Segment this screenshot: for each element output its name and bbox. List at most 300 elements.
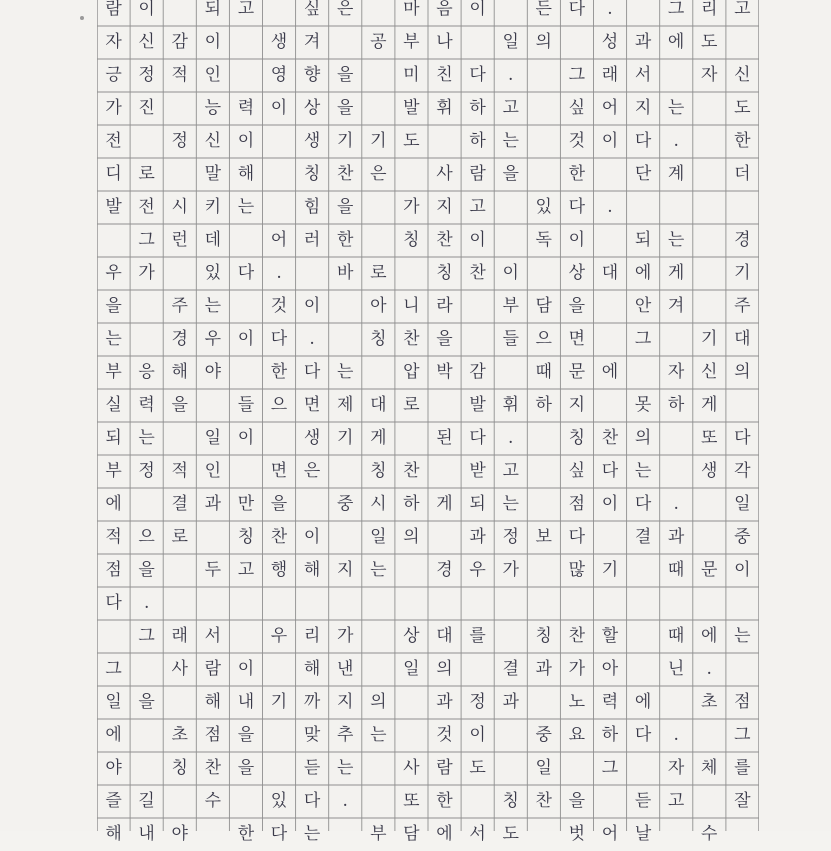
grid-cell: 서 (469, 824, 486, 844)
grid-cell (494, 587, 527, 620)
grid-cell: 고 (469, 197, 486, 217)
grid-cell: 한 (568, 164, 586, 184)
grid-cell (329, 323, 362, 356)
grid-cell (229, 455, 262, 488)
grid-cell: 으 (535, 329, 552, 349)
grid-cell: 각 (734, 461, 751, 481)
grid-cell: 람 (105, 0, 122, 19)
grid-cell (362, 92, 395, 125)
grid-cell: 아 (370, 296, 387, 316)
grid-cell (693, 521, 726, 554)
grid-cell: 하 (667, 395, 685, 415)
grid-cell: 을 (237, 758, 255, 778)
grid-cell: 해 (204, 692, 222, 712)
grid-cell: 음 (436, 0, 453, 19)
grid-cell: 날 (634, 824, 652, 844)
grid-cell: 으 (270, 395, 288, 415)
grid-cell: 대 (734, 329, 751, 349)
grid-cell (627, 620, 660, 653)
grid-cell: 을 (171, 395, 188, 415)
grid-cell: 가 (403, 197, 420, 217)
grid-cell: 사 (436, 164, 453, 184)
grid-cell: 을 (568, 296, 586, 316)
grid-cell: 키 (204, 197, 222, 217)
grid-cell: 맞 (303, 725, 321, 745)
grid-cell: 대 (436, 626, 453, 646)
grid-cell: 성 (601, 32, 619, 52)
manuscript-text (97, 0, 759, 844)
grid-cell: 그 (568, 65, 586, 85)
manuscript-row (97, 653, 759, 686)
grid-cell: 전 (138, 197, 155, 217)
grid-cell: 로 (138, 164, 155, 184)
grid-cell (329, 26, 362, 59)
grid-cell: 다 (237, 263, 255, 283)
grid-cell: 도 (502, 824, 519, 844)
grid-cell (527, 488, 560, 521)
grid-cell: 그 (105, 659, 122, 679)
grid-cell (593, 224, 626, 257)
grid-cell: 주 (171, 296, 188, 316)
grid-cell: 경 (171, 329, 188, 349)
grid-cell: 내 (138, 824, 155, 844)
grid-cell: 것 (436, 725, 453, 745)
grid-cell: 찬 (568, 626, 586, 646)
grid-cell: 일 (734, 494, 751, 514)
grid-cell: 하 (535, 395, 552, 415)
grid-cell: 우 (469, 560, 486, 580)
grid-cell: 가 (138, 263, 155, 283)
grid-cell (660, 686, 693, 719)
grid-cell: 실 (105, 395, 122, 415)
grid-cell: 는 (667, 230, 685, 250)
grid-cell: 게 (667, 263, 685, 283)
grid-cell (329, 290, 362, 323)
grid-cell (362, 752, 395, 785)
manuscript-row (97, 92, 759, 125)
grid-cell: 생 (270, 32, 288, 52)
grid-cell: 에 (436, 824, 453, 844)
grid-cell: 영 (270, 65, 288, 85)
grid-cell: 기 (270, 692, 288, 712)
grid-cell (593, 521, 626, 554)
grid-cell (229, 224, 262, 257)
grid-cell (196, 818, 229, 851)
grid-cell: 찬 (403, 329, 420, 349)
grid-cell: 중 (535, 725, 552, 745)
grid-cell: 정 (138, 65, 155, 85)
grid-cell (130, 323, 163, 356)
grid-cell: 는 (370, 725, 387, 745)
grid-cell: 지 (634, 98, 652, 118)
grid-cell: 칭 (502, 791, 519, 811)
grid-cell: 칭 (171, 758, 188, 778)
grid-cell (362, 653, 395, 686)
grid-cell: 시 (370, 494, 387, 514)
grid-cell: 중 (734, 527, 751, 547)
grid-cell: 는 (105, 329, 122, 349)
grid-cell: 나 (436, 32, 453, 52)
grid-cell (461, 323, 494, 356)
grid-cell (693, 224, 726, 257)
grid-cell: 때 (667, 560, 685, 580)
grid-cell: 두 (204, 560, 222, 580)
grid-cell: 초 (171, 725, 188, 745)
grid-cell (428, 587, 461, 620)
grid-cell: 인 (204, 461, 222, 481)
grid-cell: 그 (138, 626, 155, 646)
grid-cell (627, 356, 660, 389)
grid-cell: 는 (303, 824, 321, 844)
grid-cell: 다 (303, 791, 321, 811)
grid-cell: 발 (403, 98, 420, 118)
grid-cell: 하 (469, 98, 486, 118)
grid-cell (395, 686, 428, 719)
grid-cell: 이 (601, 131, 619, 151)
grid-cell (262, 125, 295, 158)
manuscript-row (97, 26, 759, 59)
grid-cell (593, 587, 626, 620)
grid-cell: 을 (105, 296, 122, 316)
grid-cell: 과 (667, 527, 685, 547)
grid-cell: 결 (634, 527, 652, 547)
grid-cell: 에 (105, 725, 122, 745)
grid-cell: 다 (469, 65, 486, 85)
grid-cell: 과 (204, 494, 222, 514)
grid-cell: 게 (370, 428, 387, 448)
grid-cell (627, 752, 660, 785)
grid-cell: 지 (436, 197, 453, 217)
manuscript-row (97, 587, 759, 620)
grid-cell: 생 (701, 461, 718, 481)
grid-cell (196, 389, 229, 422)
grid-cell: 해 (303, 560, 321, 580)
grid-cell (693, 290, 726, 323)
grid-cell: 과 (502, 692, 519, 712)
grid-cell: 전 (105, 131, 122, 151)
grid-cell (296, 587, 329, 620)
grid-cell: 못 (634, 395, 652, 415)
grid-cell (660, 587, 693, 620)
grid-cell: 신 (138, 32, 155, 52)
grid-cell: 하 (403, 494, 420, 514)
grid-cell (726, 191, 759, 224)
grid-cell (262, 653, 295, 686)
grid-cell (428, 521, 461, 554)
grid-cell (593, 290, 626, 323)
grid-cell: 으 (138, 527, 155, 547)
grid-cell (461, 26, 494, 59)
manuscript-row (97, 59, 759, 92)
grid-cell: 응 (138, 362, 155, 382)
grid-cell: 만 (237, 494, 255, 514)
grid-cell: 한 (336, 230, 354, 250)
grid-cell: 해 (237, 164, 255, 184)
grid-cell (428, 455, 461, 488)
grid-cell: 정 (171, 131, 188, 151)
grid-cell (395, 257, 428, 290)
grid-cell: 부 (502, 296, 519, 316)
grid-cell (229, 59, 262, 92)
grid-cell (329, 818, 362, 851)
grid-cell: 찬 (403, 461, 420, 481)
grid-cell: 자 (701, 65, 718, 85)
grid-cell: 우 (204, 329, 222, 349)
grid-cell: 에 (667, 32, 685, 52)
grid-cell: 로 (370, 263, 387, 283)
grid-cell: 길 (138, 791, 155, 811)
grid-cell (593, 323, 626, 356)
grid-cell: 다 (634, 494, 652, 514)
grid-cell: 다 (568, 197, 586, 217)
grid-cell: 과 (535, 659, 552, 679)
grid-cell (130, 290, 163, 323)
grid-cell: 칭 (535, 626, 552, 646)
grid-cell: 니 (403, 296, 420, 316)
grid-cell: 부 (403, 32, 420, 52)
grid-cell (627, 587, 660, 620)
grid-cell: 부 (370, 824, 387, 844)
grid-cell (461, 785, 494, 818)
grid-cell (527, 818, 560, 851)
grid-cell (97, 224, 130, 257)
grid-cell (627, 191, 660, 224)
grid-cell: 이 (237, 131, 255, 151)
grid-cell: 칭 (568, 428, 586, 448)
grid-cell: 를 (469, 626, 486, 646)
grid-cell: 내 (237, 692, 255, 712)
grid-cell: 다 (601, 461, 619, 481)
grid-cell: 긍 (105, 65, 122, 85)
grid-cell: 서 (204, 626, 222, 646)
grid-cell: 도 (734, 98, 751, 118)
grid-cell (461, 290, 494, 323)
grid-cell (494, 224, 527, 257)
grid-cell: 이 (469, 230, 486, 250)
grid-cell: 해 (171, 362, 188, 382)
grid-cell: 계 (667, 164, 685, 184)
grid-cell: 생 (303, 131, 321, 151)
grid-cell: 안 (634, 296, 652, 316)
grid-cell: 의 (370, 692, 387, 712)
grid-cell: 의 (535, 32, 552, 52)
grid-cell: 데 (204, 230, 222, 250)
grid-cell: 상 (303, 98, 321, 118)
grid-cell: 한 (237, 824, 255, 844)
grid-cell: 하 (469, 131, 486, 151)
grid-cell: 더 (734, 164, 751, 184)
grid-cell: 에 (634, 692, 652, 712)
grid-cell: 는 (502, 494, 519, 514)
manuscript-row (97, 422, 759, 455)
grid-cell: 찬 (336, 164, 354, 184)
grid-cell: 잘 (734, 791, 751, 811)
grid-cell: 감 (171, 32, 188, 52)
grid-cell: 과 (469, 527, 486, 547)
grid-cell: 대 (601, 263, 619, 283)
grid-cell (163, 92, 196, 125)
grid-cell: 의 (734, 362, 751, 382)
grid-cell: . (673, 725, 679, 745)
grid-cell: 과 (436, 692, 453, 712)
grid-cell: 는 (237, 197, 255, 217)
grid-cell: 이 (270, 98, 288, 118)
grid-cell (362, 224, 395, 257)
grid-cell: 듣 (303, 758, 321, 778)
grid-cell: 일 (403, 659, 420, 679)
grid-cell: 이 (237, 329, 255, 349)
grid-cell: 도 (403, 131, 420, 151)
grid-cell: 일 (370, 527, 387, 547)
grid-cell: 면 (270, 461, 288, 481)
grid-cell: 한 (734, 131, 751, 151)
grid-cell: 는 (370, 560, 387, 580)
grid-cell (163, 422, 196, 455)
grid-cell: 적 (171, 461, 188, 481)
grid-cell: 해 (105, 824, 122, 844)
grid-cell (229, 587, 262, 620)
grid-cell: 겨 (303, 32, 321, 52)
grid-cell: 아 (601, 659, 619, 679)
grid-cell: 듣 (634, 791, 652, 811)
grid-cell: 때 (667, 626, 685, 646)
grid-cell: 감 (469, 362, 486, 382)
grid-cell: 보 (535, 527, 552, 547)
grid-cell: 있 (204, 263, 222, 283)
grid-cell: 이 (237, 428, 255, 448)
grid-cell: 래 (171, 626, 188, 646)
grid-cell: 많 (568, 560, 586, 580)
grid-cell: 이 (502, 263, 519, 283)
grid-cell: 점 (105, 560, 122, 580)
grid-cell: 고 (667, 791, 685, 811)
grid-cell: 의 (403, 527, 420, 547)
grid-cell: 칭 (436, 263, 453, 283)
grid-cell: 을 (336, 197, 354, 217)
grid-cell (693, 92, 726, 125)
grid-cell: 은 (303, 461, 321, 481)
manuscript-row (97, 455, 759, 488)
manuscript-row (97, 356, 759, 389)
grid-cell: 문 (568, 362, 586, 382)
grid-cell: 다 (568, 0, 586, 19)
manuscript-row (97, 290, 759, 323)
grid-cell: . (507, 428, 514, 448)
grid-cell: 에 (701, 626, 718, 646)
grid-cell: 이 (303, 527, 321, 547)
grid-cell: 점 (204, 725, 222, 745)
grid-cell: 신 (701, 362, 718, 382)
grid-cell (262, 752, 295, 785)
manuscript-row (97, 224, 759, 257)
grid-cell: 마 (403, 0, 420, 19)
grid-cell: 부 (105, 461, 122, 481)
grid-cell: 는 (734, 626, 751, 646)
grid-cell: 그 (734, 725, 751, 745)
grid-cell: 그 (634, 329, 652, 349)
grid-cell: 하 (601, 725, 619, 745)
grid-cell (362, 59, 395, 92)
grid-cell: 일 (502, 32, 519, 52)
grid-cell: . (673, 494, 679, 514)
grid-cell: 는 (634, 461, 652, 481)
grid-cell: 추 (336, 725, 354, 745)
grid-cell: 리 (701, 0, 718, 19)
grid-cell: 에 (105, 494, 122, 514)
grid-cell: 겨 (667, 296, 685, 316)
grid-cell: 는 (667, 98, 685, 118)
grid-cell: 노 (568, 692, 586, 712)
grid-cell: . (673, 131, 679, 151)
grid-cell (163, 257, 196, 290)
grid-cell: 정 (502, 527, 519, 547)
grid-cell: 문 (701, 560, 718, 580)
grid-cell: 되 (469, 494, 486, 514)
grid-cell: 우 (105, 263, 122, 283)
grid-cell: . (143, 593, 150, 613)
grid-cell: 게 (436, 494, 453, 514)
grid-cell: 낸 (336, 659, 354, 679)
grid-cell: 상 (568, 263, 586, 283)
grid-cell: 든 (535, 0, 552, 19)
grid-cell: 게 (701, 395, 718, 415)
grid-cell: 요 (568, 725, 586, 745)
grid-cell: 싶 (568, 98, 586, 118)
grid-cell (726, 653, 759, 686)
grid-cell: . (276, 263, 282, 283)
grid-cell: 디 (105, 164, 122, 184)
grid-cell: 이 (469, 0, 486, 19)
grid-cell: 는 (204, 296, 222, 316)
grid-cell: 서 (634, 65, 652, 85)
grid-cell: 해 (303, 659, 321, 679)
grid-cell: 가 (105, 98, 122, 118)
grid-cell: 우 (270, 626, 288, 646)
grid-cell: 지 (336, 560, 354, 580)
grid-cell: 적 (171, 65, 188, 85)
grid-cell (693, 719, 726, 752)
grid-cell: 고 (502, 98, 519, 118)
grid-cell: 체 (701, 758, 718, 778)
grid-cell: 리 (303, 626, 321, 646)
grid-cell: 사 (403, 758, 420, 778)
grid-cell (560, 752, 593, 785)
grid-cell (693, 191, 726, 224)
grid-cell: . (309, 329, 315, 349)
grid-cell: 라 (436, 296, 453, 316)
grid-cell (593, 158, 626, 191)
grid-cell: 싶 (303, 0, 321, 19)
grid-cell: 휘 (502, 395, 519, 415)
grid-cell: 또 (701, 428, 718, 448)
grid-cell: 또 (403, 791, 420, 811)
grid-cell (262, 587, 295, 620)
grid-cell: 고 (237, 0, 255, 19)
grid-cell: 다 (634, 725, 652, 745)
grid-cell: 에 (634, 263, 652, 283)
grid-cell (660, 455, 693, 488)
grid-cell (395, 158, 428, 191)
grid-cell (527, 92, 560, 125)
grid-cell: 도 (701, 32, 718, 52)
grid-cell (296, 488, 329, 521)
grid-cell: 휘 (436, 98, 453, 118)
grid-cell: 람 (204, 659, 222, 679)
grid-cell (726, 818, 759, 851)
grid-cell: 사 (171, 659, 188, 679)
grid-cell: 되 (634, 230, 652, 250)
grid-cell: 되 (105, 428, 122, 448)
